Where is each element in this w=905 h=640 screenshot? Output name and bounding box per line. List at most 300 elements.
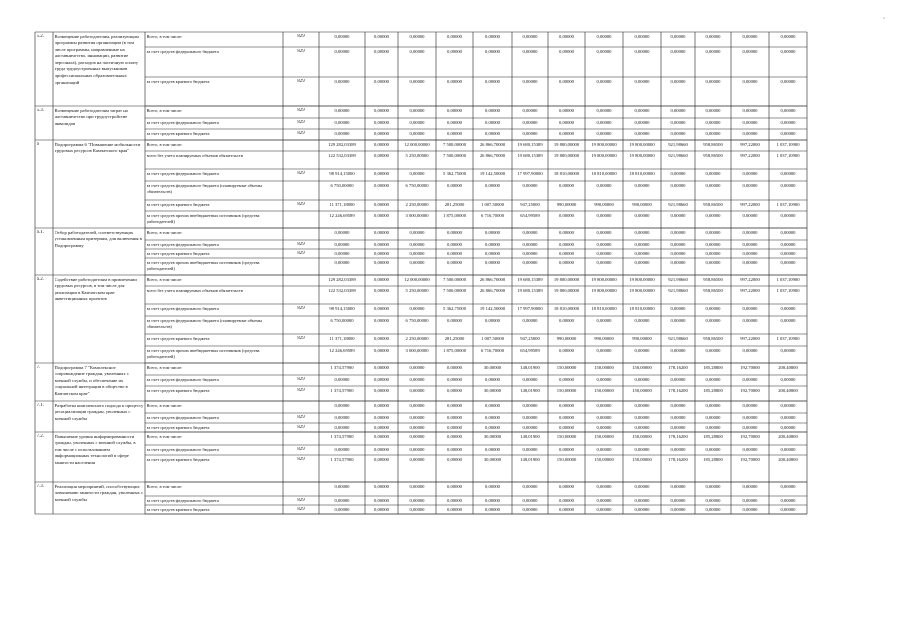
amount-cell: 19 680,15389 [517,152,543,158]
administrator-code [285,348,318,363]
amount-cell: 18 810,00000 [553,170,580,176]
amount-cell: 1 374,57900 [330,456,354,462]
administrator-code: 829 [297,305,305,311]
amount-cell: 0,00000 [374,305,389,311]
amount-cell: 281,25000 [444,201,465,207]
amount-cell: 0,00000 [447,483,462,489]
amount-cell: 0,00000 [485,119,500,125]
amount-cell: 19 800,00000 [629,276,655,282]
amount-cell: 19 800,00000 [591,276,617,282]
amount-cell: 0,00000 [670,212,686,218]
amount-cell: 0,00000 [742,119,758,125]
amount-cell: 0,00000 [374,152,389,158]
item-description: Подпрограмма 6 "Повышение мобильности трудовых ресурсов Камчатского края" [54,141,141,154]
amount-cell: 178,16200 [668,364,688,370]
amount-cell: 0,00000 [780,506,796,512]
amount-cell: 7 500,00000 [443,141,466,147]
amount-cell: 18 810,00000 [591,305,617,311]
amount-cell: 0,00000 [409,305,425,311]
administrator-code: 829 [297,48,305,54]
administrator-code: 829 [297,33,305,39]
amount-cell: 0,00000 [447,33,462,39]
amount-cell: 0,00000 [705,212,721,218]
amount-cell: 1 037,10900 [776,141,800,147]
amount-cell: 0,00000 [374,317,389,323]
item-number: 6 [36,141,39,147]
funding-source-label: Всего, в том числе: [146,433,183,439]
administrator-code: 829 [297,456,305,462]
amount-cell: 0,00000 [409,241,425,247]
amount-cell: 0,00000 [485,483,500,489]
amount-cell: 0,00000 [670,259,686,265]
amount-cell: 0,00000 [780,414,796,420]
amount-cell: 0,00000 [374,402,389,408]
item-description: Возмещение работодателям, реализующим программы развития организации (в том числе программы, направленные на наставничество, инновации, развитие персонала), расходов на частичную оплату труда трудоустроенных выпускников профессиональных образовательных организаций [54,33,139,85]
amount-cell: 30,00000 [483,364,502,370]
amount-cell: 0,00000 [334,497,350,503]
amount-cell: 0,00000 [334,33,350,39]
amount-cell: 1 037,10900 [776,276,800,282]
amount-cell: 19 800,00000 [553,152,580,158]
amount-cell: 0,00000 [522,229,538,235]
amount-cell: 19 142,50000 [479,170,506,176]
amount-cell: 0,00000 [374,259,389,265]
amount-cell: 1 037,10900 [776,152,800,158]
amount-cell: 0,00000 [334,107,350,113]
amount-cell: 0,00000 [485,250,500,256]
amount-cell: 0,00000 [596,446,612,452]
administrator-code: 829 [297,414,305,420]
amount-cell: 0,00000 [705,497,721,503]
amount-cell: 0,00000 [559,130,574,136]
administrator-code [285,288,318,304]
amount-cell: 17 997,90000 [517,305,543,311]
amount-cell: 12 000,00000 [404,141,430,147]
amount-cell: 150,00000 [556,433,577,439]
administrator-code: 829 [297,335,305,341]
amount-cell: 0,00000 [634,130,650,136]
funding-source-label: Всего, в том числе: [146,229,183,235]
funding-source-label: за счет средств краевого бюджета [146,456,210,462]
amount-cell: 0,00000 [522,250,538,256]
amount-cell: 0,00000 [409,33,425,39]
amount-cell: 0,00000 [634,78,650,84]
amount-cell: 1 374,57900 [330,364,354,370]
amount-cell: 1 037,10900 [776,201,800,207]
funding-source-label: Всего, в том числе: [146,483,183,489]
amount-cell: 0,00000 [634,414,650,420]
funding-source-label: за счет средств краевого бюджета [146,78,210,84]
amount-cell: 5 362,75000 [443,170,466,176]
amount-cell: 7 500,00000 [443,276,466,282]
amount-cell: 0,00000 [634,229,650,235]
amount-cell: 0,00000 [634,259,650,265]
amount-cell: 26 866,70000 [479,141,506,147]
amount-cell: 1 007,50000 [481,201,504,207]
amount-cell: 0,00000 [374,130,389,136]
amount-cell: 12 246,69589 [329,212,355,218]
amount-cell: 0,00000 [374,483,389,489]
amount-cell: 3 000,00000 [405,212,429,218]
amount-cell: 5 250,00000 [405,152,429,158]
amount-cell: 19 800,00000 [591,287,617,293]
item-number: 5.3. [36,107,44,113]
amount-cell: 0,00000 [634,119,650,125]
amount-cell: 0,00000 [559,497,574,503]
item-description: Разработка комплексного подхода к процессу ресоциализации граждан, уволенных с военной службы [54,402,144,421]
funding-source-label: за счет средств федерального бюджета [146,414,219,420]
amount-cell: 150,00000 [594,433,614,439]
amount-cell: 129 282,03389 [328,141,356,147]
amount-cell: 0,00000 [705,78,721,84]
funding-source-label: за счет средств краевого бюджета [146,250,210,256]
amount-cell: 0,00000 [596,107,612,113]
amount-cell: 19 800,00000 [553,276,580,282]
amount-cell: 0,00000 [705,317,721,323]
amount-cell: 0,00000 [409,506,425,512]
amount-cell: 0,00000 [374,48,389,54]
amount-cell: 0,00000 [634,182,650,188]
amount-cell: 0,00000 [742,182,758,188]
amount-cell: 185,28800 [703,364,723,370]
amount-cell: 0,00000 [522,446,538,452]
amount-cell: 0,00000 [780,182,796,188]
amount-cell: 0,00000 [447,107,462,113]
amount-cell: 0,00000 [670,317,686,323]
amount-cell: 11 371,18800 [329,335,355,341]
amount-cell: 0,00000 [409,446,425,452]
amount-cell: 0,00000 [447,497,462,503]
item-description: Возмещение работодателям затрат на наставничество при трудоустройстве инвалидов [54,107,128,126]
amount-cell: 18 810,00000 [591,170,617,176]
amount-cell: 997,22000 [740,141,760,147]
amount-cell: 0,00000 [374,364,389,370]
amount-cell: 0,00000 [374,78,389,84]
amount-cell: 7 500,00000 [443,287,466,293]
amount-cell: 0,00000 [670,250,686,256]
amount-cell: 19 680,15389 [517,141,543,147]
funding-source-label: за счет средств прочих внебюджетных источников (средства работодателей) [146,259,260,271]
amount-cell: 0,00000 [374,347,389,353]
funding-source-label: за счет средств федерального бюджета (планируемые объемы обязательств) [146,182,262,194]
amount-cell: 30,00000 [483,433,502,439]
amount-cell: 947,25000 [520,201,540,207]
amount-cell: 0,00000 [485,317,500,323]
amount-cell: 0,00000 [485,497,500,503]
administrator-code: 829 [297,387,305,393]
amount-cell: 0,00000 [485,376,500,382]
amount-cell: 0,00000 [780,402,796,408]
amount-cell: 0,00000 [334,446,350,452]
amount-cell: 0,00000 [634,48,650,54]
amount-cell: 0,00000 [780,78,796,84]
amount-cell: 26 866,70000 [479,287,506,293]
amount-cell: 0,00000 [334,414,350,420]
funding-source-label: Всего, в том числе: [146,364,183,370]
amount-cell: 0,00000 [742,229,758,235]
amount-cell: 0,00000 [742,78,758,84]
amount-cell: 0,00000 [634,241,650,247]
amount-cell: 98 914,15000 [329,305,355,311]
amount-cell: 0,00000 [447,78,462,84]
amount-cell: 0,00000 [742,241,758,247]
amount-cell: 0,00000 [522,241,538,247]
amount-cell: 0,00000 [596,402,612,408]
amount-cell: 192,70000 [740,364,760,370]
amount-cell: 26 866,70000 [479,152,506,158]
amount-cell: 990,00000 [632,335,652,341]
amount-cell: 19 800,00000 [629,141,655,147]
amount-cell: 0,00000 [705,33,721,39]
amount-cell: 0,00000 [780,347,796,353]
amount-cell: 0,00000 [742,347,758,353]
amount-cell: 0,00000 [409,497,425,503]
amount-cell: 0,00000 [780,259,796,265]
funding-source-label: за счет средств федерального бюджета [146,170,219,176]
amount-cell: 6 716,70000 [481,212,504,218]
amount-cell: 0,00000 [670,182,686,188]
amount-cell: 0,00000 [447,456,462,462]
amount-cell: 185,28800 [703,387,723,393]
amount-cell: 0,00000 [780,317,796,323]
item-number: 7. [36,364,41,370]
amount-cell: 0,00000 [374,497,389,503]
amount-cell: 0,00000 [447,259,462,265]
amount-cell: 0,00000 [780,305,796,311]
amount-cell: 1 875,00000 [443,212,466,218]
amount-cell: 0,00000 [780,424,796,430]
amount-cell: 200,40800 [778,387,798,393]
amount-cell: 958,86500 [703,201,723,207]
amount-cell: 0,00000 [409,364,425,370]
amount-cell: 281,25000 [444,335,465,341]
amount-cell: 0,00000 [634,107,650,113]
item-number: 7.2. [36,433,44,439]
amount-cell: 0,00000 [705,376,721,382]
amount-cell: 0,00000 [559,317,574,323]
amount-cell: 0,00000 [522,414,538,420]
funding-source-label: за счет средств краевого бюджета [146,387,210,393]
page-mark: ‚ [883,14,885,20]
funding-source-label: за счет средств федерального бюджета [146,241,219,247]
amount-cell: 0,00000 [447,119,462,125]
amount-cell: 0,00000 [409,387,425,393]
amount-cell: 0,00000 [447,130,462,136]
amount-cell: 0,00000 [409,414,425,420]
amount-cell: 921,98660 [668,335,688,341]
amount-cell: 0,00000 [485,78,500,84]
amount-cell: 6 750,00000 [405,317,429,323]
amount-cell: 192,70000 [740,387,760,393]
amount-cell: 0,00000 [742,402,758,408]
administrator-code: 829 [297,250,305,256]
amount-cell: 0,00000 [334,424,350,430]
amount-cell: 0,00000 [522,130,538,136]
amount-cell: 0,00000 [670,483,686,489]
amount-cell: 0,00000 [705,402,721,408]
amount-cell: 0,00000 [780,130,796,136]
amount-cell: 0,00000 [485,130,500,136]
amount-cell: 0,00000 [596,317,612,323]
amount-cell: 0,00000 [522,78,538,84]
amount-cell: 0,00000 [670,78,686,84]
amount-cell: 12 246,69589 [329,347,355,353]
amount-cell: 6 750,00000 [405,182,429,188]
amount-cell: 0,00000 [447,376,462,382]
amount-cell: 0,00000 [559,119,574,125]
amount-cell: 0,00000 [334,48,350,54]
amount-cell: 0,00000 [742,414,758,420]
amount-cell: 0,00000 [334,506,350,512]
amount-cell: 0,00000 [409,119,425,125]
amount-cell: 148,01900 [520,433,540,439]
amount-cell: 0,00000 [705,414,721,420]
amount-cell: 0,00000 [780,241,796,247]
amount-cell: 0,00000 [409,250,425,256]
amount-cell: 0,00000 [596,424,612,430]
item-number: 6.1. [36,229,44,235]
amount-cell: 0,00000 [447,250,462,256]
funding-source-label: Всего, в том числе: [146,33,183,39]
amount-cell: 5 250,00000 [405,287,429,293]
amount-cell: 0,00000 [485,506,500,512]
amount-cell: 0,00000 [670,347,686,353]
amount-cell: 0,00000 [705,170,721,176]
amount-cell: 0,00000 [596,212,612,218]
amount-cell: 0,00000 [742,506,758,512]
amount-cell: 0,00000 [374,170,389,176]
amount-cell: 0,00000 [334,402,350,408]
amount-cell: 19 680,15389 [517,287,543,293]
funding-source-label: Всего, в том числе: [146,276,183,282]
amount-cell: 958,86500 [703,152,723,158]
amount-cell: 0,00000 [742,376,758,382]
amount-cell: 0,00000 [522,506,538,512]
amount-cell: 0,00000 [409,78,425,84]
amount-cell: 0,00000 [596,48,612,54]
amount-cell: 0,00000 [780,33,796,39]
amount-cell: 0,00000 [522,497,538,503]
administrator-code [285,153,318,169]
funding-source-label: за счет средств федерального бюджета [146,376,219,382]
amount-cell: 1 037,10900 [776,287,800,293]
amount-cell: 0,00000 [596,33,612,39]
amount-cell: 990,00000 [594,201,614,207]
funding-source-label: за счет средств прочих внебюджетных источников (средства работодателей) [146,212,260,224]
amount-cell: 19 800,00000 [591,152,617,158]
amount-cell: 0,00000 [670,241,686,247]
amount-cell: 0,00000 [522,48,538,54]
amount-cell: 0,00000 [485,402,500,408]
amount-cell: 0,00000 [742,259,758,265]
amount-cell: 0,00000 [374,33,389,39]
amount-cell: 0,00000 [559,241,574,247]
amount-cell: 0,00000 [705,48,721,54]
funding-source-label: за счет средств федерального бюджета [146,446,219,452]
amount-cell: 0,00000 [670,424,686,430]
administrator-code [285,277,318,286]
amount-cell: 0,00000 [634,497,650,503]
administrator-code: 829 [297,506,305,512]
amount-cell: 0,00000 [409,376,425,382]
amount-cell: 0,00000 [374,446,389,452]
amount-cell: 0,00000 [559,212,574,218]
amount-cell: 0,00000 [742,497,758,503]
amount-cell: 0,00000 [742,130,758,136]
amount-cell: 0,00000 [742,48,758,54]
amount-cell: 997,22000 [740,201,760,207]
amount-cell: 0,00000 [522,182,538,188]
amount-cell: 990,00000 [594,335,614,341]
amount-cell: 148,01900 [520,364,540,370]
amount-cell: 0,00000 [670,305,686,311]
amount-cell: 150,00000 [632,456,652,462]
item-description: Отбор работодателей, соответствующих установленным критериям, для включения в Подпрограмму [54,229,142,248]
amount-cell: 0,00000 [447,48,462,54]
amount-cell: 1 374,57900 [330,433,354,439]
administrator-code: 829 [297,424,305,430]
amount-cell: 0,00000 [780,376,796,382]
amount-cell: 0,00000 [634,33,650,39]
amount-cell: 654,99589 [520,347,540,353]
amount-cell: 178,16200 [668,456,688,462]
amount-cell: 0,00000 [559,347,574,353]
amount-cell: 0,00000 [596,229,612,235]
amount-cell: 0,00000 [485,414,500,420]
funding-source-label: за счет средств прочих внебюджетных источников (средства работодателей) [146,347,260,359]
amount-cell: 0,00000 [374,141,389,147]
amount-cell: 0,00000 [374,182,389,188]
amount-cell: 0,00000 [742,305,758,311]
amount-cell: 0,00000 [780,107,796,113]
administrator-code: 829 [297,446,305,452]
amount-cell: 148,01900 [520,456,540,462]
amount-cell: 0,00000 [485,241,500,247]
amount-cell: 0,00000 [334,130,350,136]
administrator-code: 829 [297,78,305,84]
amount-cell: 0,00000 [485,182,500,188]
amount-cell: 0,00000 [447,424,462,430]
amount-cell: 0,00000 [485,424,500,430]
amount-cell: 0,00000 [409,48,425,54]
amount-cell: 0,00000 [559,402,574,408]
administrator-code: 829 [297,376,305,382]
amount-cell: 990,00000 [556,335,577,341]
amount-cell: 0,00000 [705,347,721,353]
amount-cell: 0,00000 [705,229,721,235]
amount-cell: 0,00000 [559,259,574,265]
amount-cell: 0,00000 [780,497,796,503]
amount-cell: 17 997,90000 [517,170,543,176]
amount-cell: 0,00000 [559,483,574,489]
amount-cell: 0,00000 [447,506,462,512]
amount-cell: 0,00000 [634,376,650,382]
amount-cell: 0,00000 [559,33,574,39]
amount-cell: 0,00000 [374,250,389,256]
item-number: 7.3. [36,483,44,489]
amount-cell: 0,00000 [485,48,500,54]
funding-source-label: Всего, в том числе: [146,107,183,113]
amount-cell: 0,00000 [447,182,462,188]
amount-cell: 0,00000 [596,119,612,125]
amount-cell: 0,00000 [634,347,650,353]
amount-cell: 200,40800 [778,364,798,370]
amount-cell: 2 250,00000 [405,201,429,207]
amount-cell: 0,00000 [705,483,721,489]
amount-cell: 0,00000 [742,424,758,430]
amount-cell: 0,00000 [447,229,462,235]
administrator-code: 829 [297,119,305,125]
